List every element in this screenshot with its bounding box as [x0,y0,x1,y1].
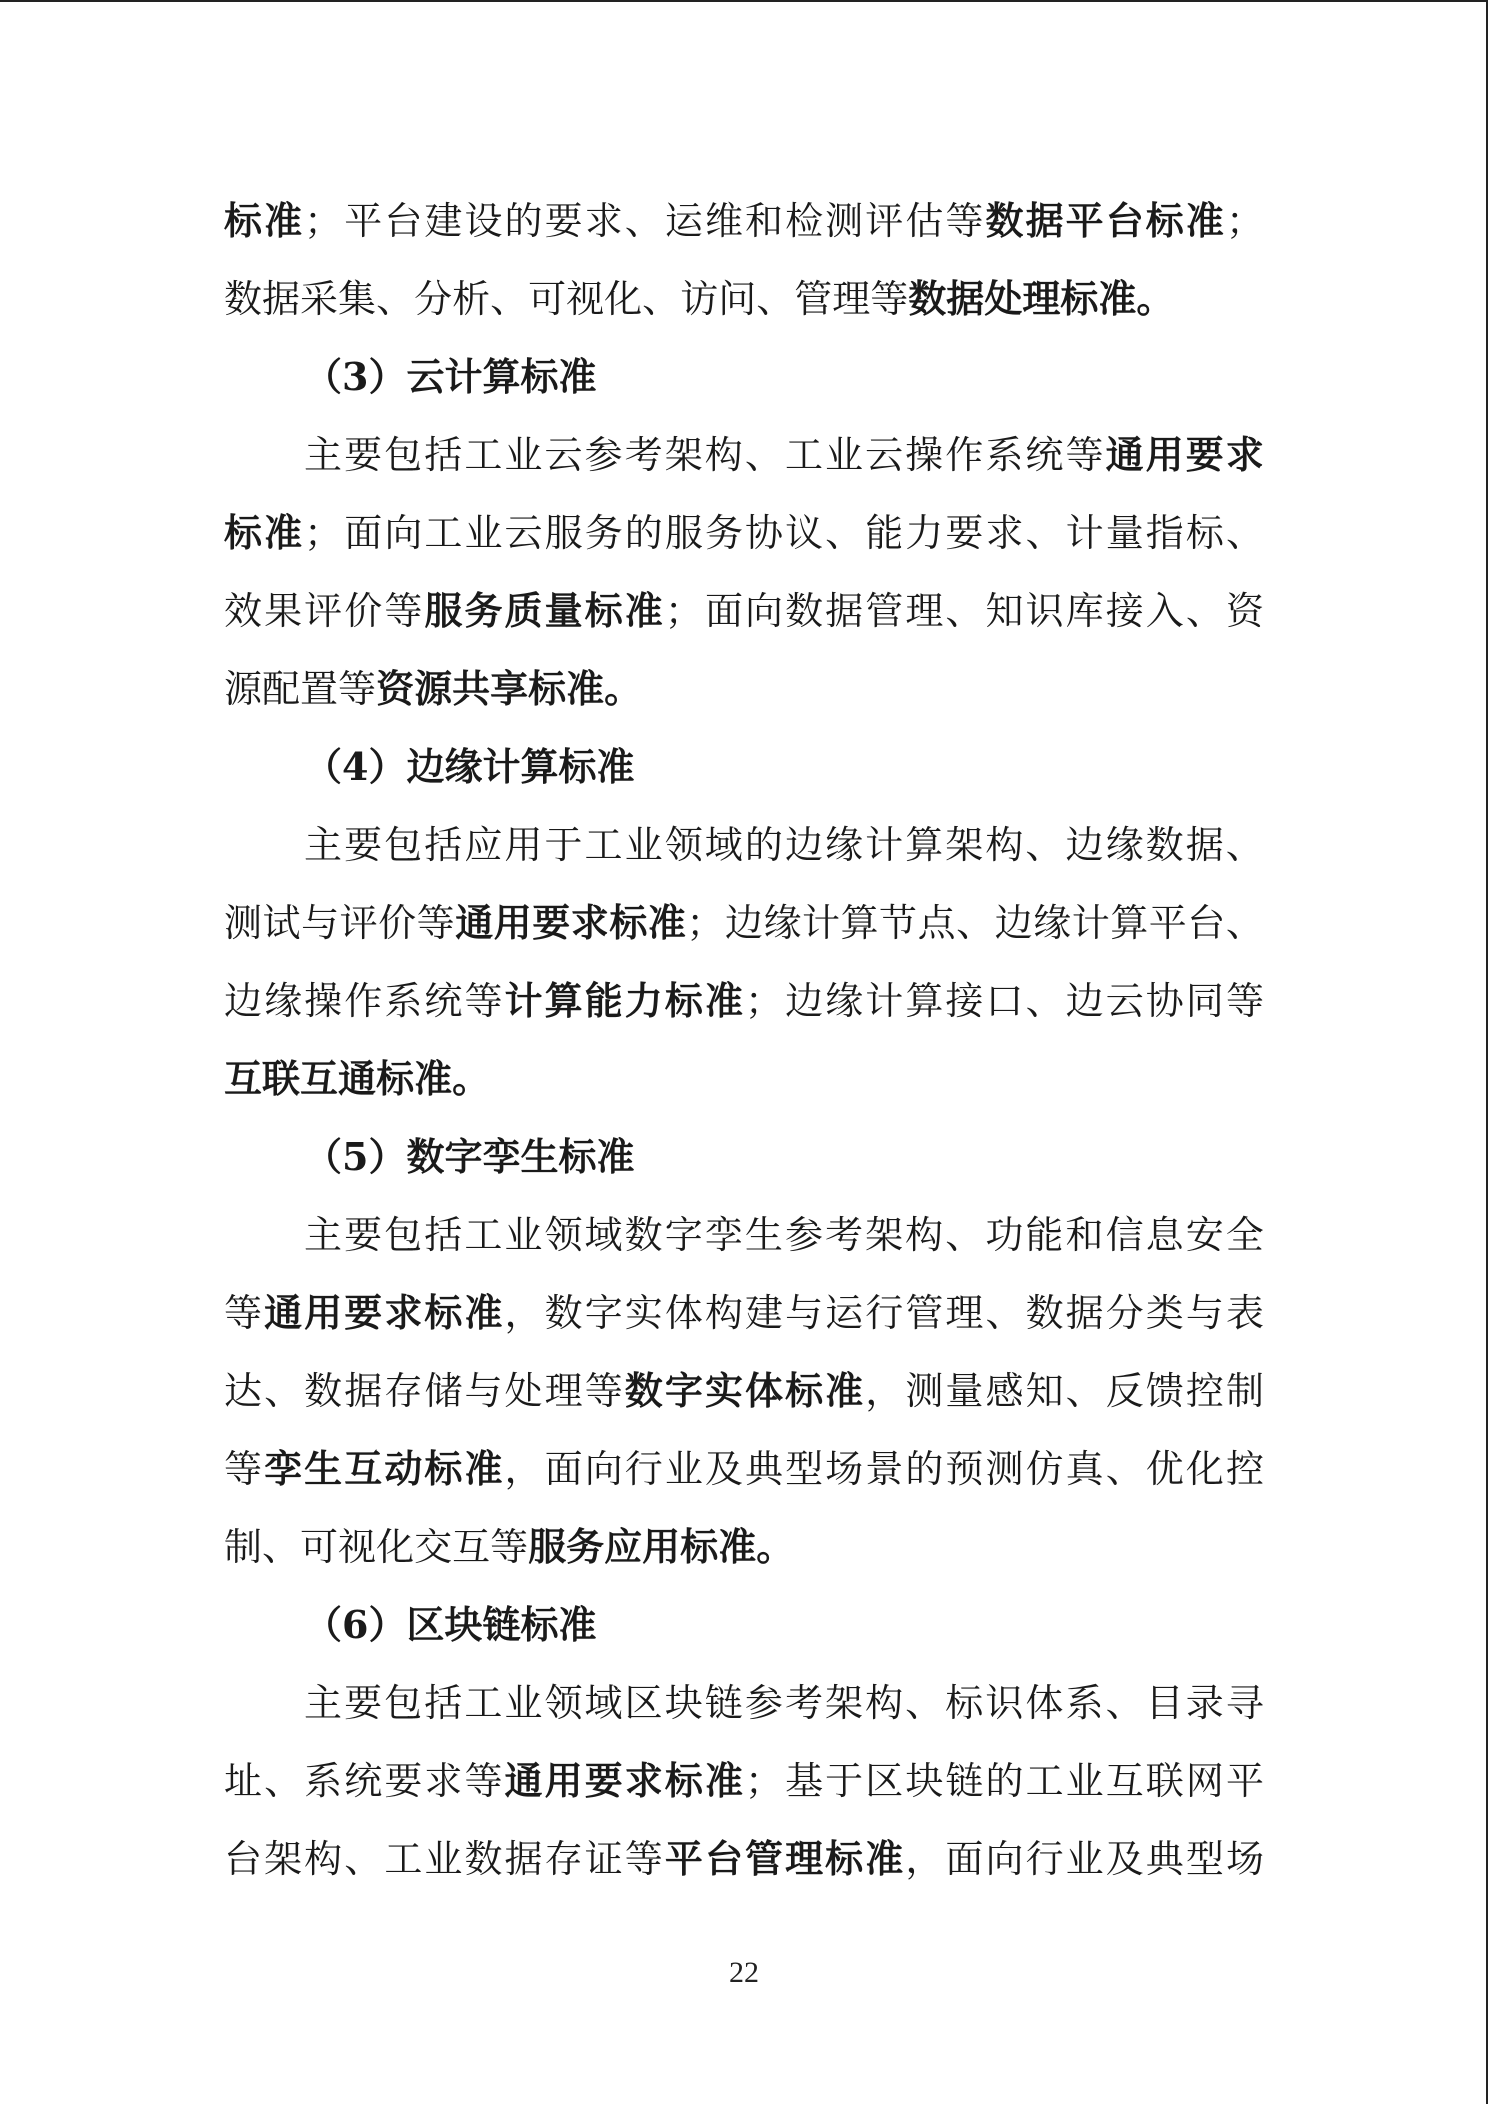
text-line: 测 试 与 评 价 等 通 用 要 求 标 准 ； 边 缘 计 算 节 点 、 边 缘 计 算 平 台 、 [224,901,1264,945]
text-line: 制 、 可 视 化 交 互 等 服 务 应 用 标 准 。 [224,1525,795,1569]
heading-paren-open: （ [304,355,343,399]
text-line: 边 缘 操 作 系 统 等 计 算 能 力 标 准 ； 边 缘 计 算 接 口 、 边 云 协 同 等 [224,979,1264,1023]
section-heading [224,1118,1264,1196]
heading-paren-open: （ [304,1603,343,1647]
heading-number: 5 [342,1134,369,1179]
heading-paren-open: （ [304,745,343,789]
heading-paren-close: ） [368,1603,407,1647]
text-line: 互 联 互 通 标 准 。 [224,1057,491,1101]
section-heading [224,338,1264,416]
heading-paren-open: （ [304,1135,343,1179]
heading-paren-close: ） [368,745,407,789]
text-line: 址 、 系 统 要 求 等 通 用 要 求 标 准 ； 基 于 区 块 链 的 工 业 互 联 网 平 [224,1759,1264,1803]
heading-paren-close: ） [368,1135,407,1179]
text-line: 主 要 包 括 工 业 领 域 区 块 链 参 考 架 构 、 标 识 体 系 、 目 录 寻 [304,1681,1264,1725]
heading-number: 6 [342,1602,369,1647]
text-line: 主 要 包 括 工 业 领 域 数 字 孪 生 参 考 架 构 、 功 能 和 信 息 安 全 [304,1213,1264,1257]
text-line: 数 据 采 集 、 分 析 、 可 视 化 、 访 问 、 管 理 等 数 据 处 理 标 准 。 [224,277,1175,321]
heading-number: 3 [342,354,369,399]
heading-title: 区块链标准 [406,1603,597,1647]
text-line: 标 准 ； 平 台 建 设 的 要 求 、 运 维 和 检 测 评 估 等 数 据 平 台 标 准 ； [224,199,1264,243]
text-line: 达 、 数 据 存 储 与 处 理 等 数 字 实 体 标 准 ， 测 量 感 知 、 反 馈 控 制 [224,1369,1264,1413]
heading-paren-close: ） [368,355,407,399]
text-line: 主 要 包 括 应 用 于 工 业 领 域 的 边 缘 计 算 架 构 、 边 缘 数 据 、 [304,823,1264,867]
heading-title: 数字孪生标准 [406,1135,635,1179]
text-line: 台 架 构 、 工 业 数 据 存 证 等 平 台 管 理 标 准 ， 面 向 行 业 及 典 型 场 [224,1837,1264,1881]
text-line: 效 果 评 价 等 服 务 质 量 标 准 ； 面 向 数 据 管 理 、 知 识 库 接 入 、 资 [224,589,1264,633]
page-number: 22 [729,1956,759,1989]
section-heading [224,728,1264,806]
document-body [224,182,1264,1898]
section-heading [224,1586,1264,1664]
heading-title: 云计算标准 [406,355,597,399]
text-line: 主 要 包 括 工 业 云 参 考 架 构 、 工 业 云 操 作 系 统 等 通 用 要 求 [304,433,1264,477]
text-line: 等 孪 生 互 动 标 准 ， 面 向 行 业 及 典 型 场 景 的 预 测 仿 真 、 优 化 控 [224,1447,1264,1491]
text-line: 源 配 置 等 资 源 共 享 标 准 。 [224,667,643,711]
heading-number: 4 [342,744,369,789]
text-line: 等 通 用 要 求 标 准 ， 数 字 实 体 构 建 与 运 行 管 理 、 数 据 分 类 与 表 [224,1291,1264,1335]
text-line: 标 准 ； 面 向 工 业 云 服 务 的 服 务 协 议 、 能 力 要 求 、 计 量 指 标 、 [224,511,1264,555]
heading-title: 边缘计算标准 [406,745,635,789]
